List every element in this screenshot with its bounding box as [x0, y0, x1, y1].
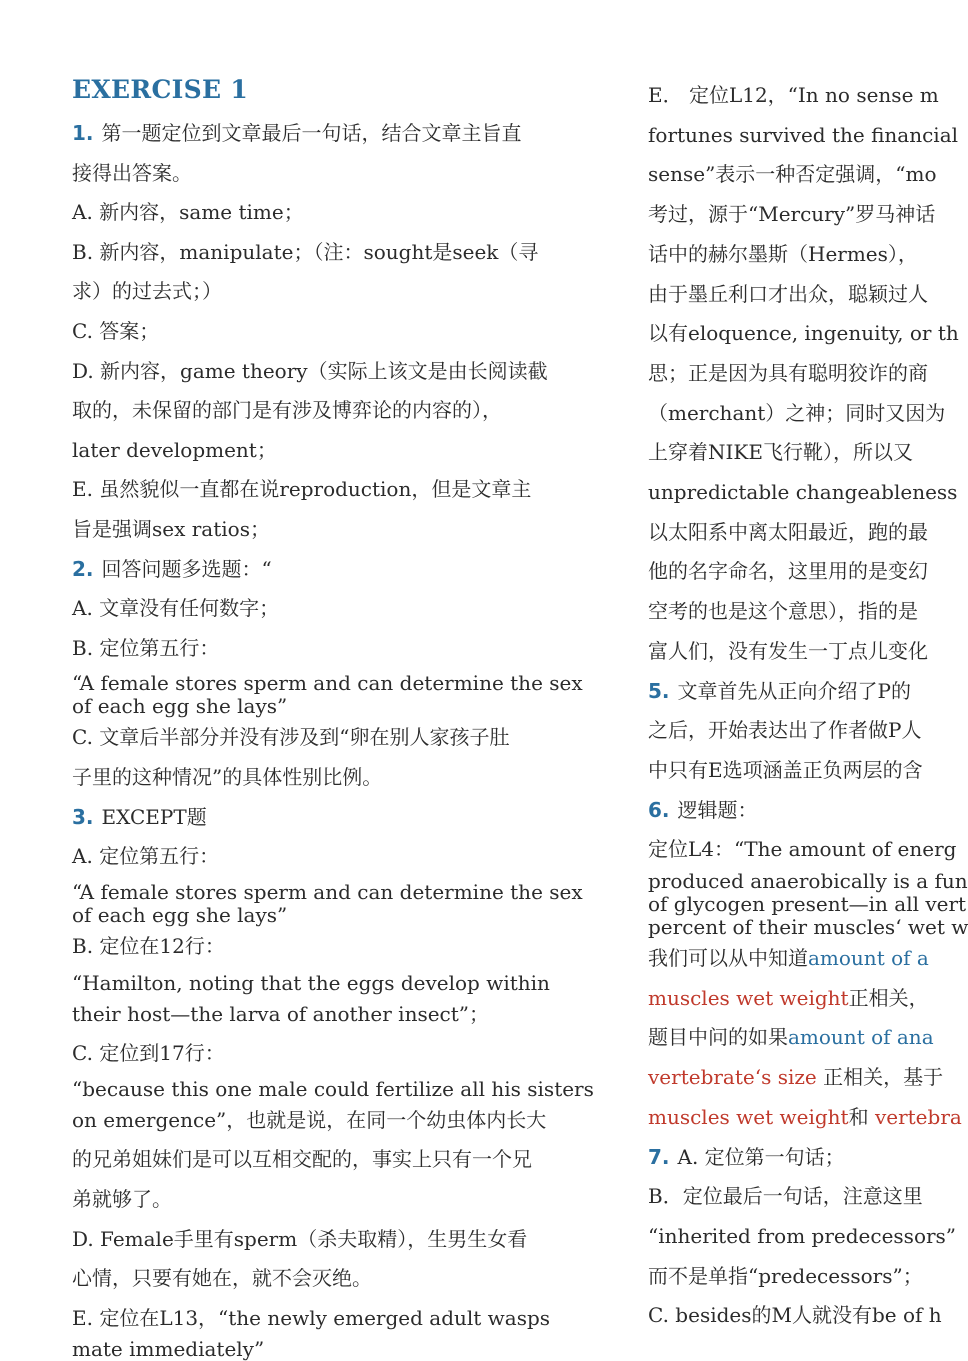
text-line: B. 定位在12行：	[72, 933, 225, 958]
quote-line: “Hamilton, noting that the eggs develop within	[72, 970, 550, 995]
text-line: 富人们，没有发生一丁点儿变化	[648, 638, 928, 663]
highlight-text: muscles wet weight	[648, 985, 849, 1010]
quote-line: “A female stores sperm and can determine the sex	[72, 671, 583, 696]
question-number: 6.	[648, 797, 670, 822]
left-column	[72, 70, 592, 1361]
text-line: E. 虽然貌似一直都在说reproduction，但是文章主	[72, 477, 532, 502]
highlight-text: muscles wet weight	[648, 1104, 849, 1129]
text-line: 我们可以从中知道amount of a	[648, 946, 929, 971]
text-line: 6. 逻辑题：	[648, 797, 758, 822]
text-line: 定位L4：“The amount of energ	[648, 837, 957, 862]
text-line: sense”表示一种否定强调，“mo	[648, 162, 937, 187]
text-line: unpredictable changeableness	[648, 480, 958, 505]
highlight-text: amount of a	[808, 946, 929, 971]
text-line: E. 定位在L13，“the newly emerged adult wasps	[72, 1305, 551, 1330]
text-line: 题目中问的如果amount of ana	[648, 1025, 934, 1050]
quote-line: “because this one male could fertilize all his sisters	[72, 1076, 594, 1101]
text-line: 接得出答案。	[72, 160, 192, 185]
text-line: 心情，只要有她在，就不会灭绝。	[72, 1266, 372, 1291]
text-line: 3. EXCEPT题	[72, 804, 207, 829]
text-line: 以有eloquence, ingenuity, or th	[648, 321, 959, 346]
text-line: 取的，未保留的部门是有涉及博弈论的内容的），	[72, 398, 502, 423]
text-line: 由于墨丘利口才出众，聪颖过人	[648, 281, 928, 306]
quote-line: mate immediately”	[72, 1337, 265, 1361]
text-line: 他的名字命名，这里用的是变幻	[648, 559, 928, 584]
quote-line: percent of their muscles‘ wet w	[648, 915, 968, 940]
text-line: on emergence”，也就是说，在同一个幼虫体内长大	[72, 1107, 547, 1132]
quote-line: of glycogen present—in all vert	[648, 892, 967, 917]
text-line: 7. A. 定位第一句话；	[648, 1144, 845, 1169]
text-line: muscles wet weight正相关，	[648, 985, 929, 1010]
question-number: 7.	[648, 1144, 670, 1169]
text-line: 5. 文章首先从正向介绍了P的	[648, 678, 911, 703]
text-line: “inherited from predecessors”	[648, 1223, 957, 1248]
text-line: B. 定位第五行：	[72, 635, 220, 660]
text-line: 上穿着NIKE飞行靴），所以又	[648, 440, 913, 465]
text-line: C. 文章后半部分并没有涉及到“卵在别人家孩子肚	[72, 725, 510, 750]
text-line: A. 文章没有任何数字；	[72, 596, 280, 621]
text-line: later development；	[72, 437, 277, 462]
quote-line: produced anaerobically is a fun	[648, 869, 968, 894]
text-line: 2. 回答问题多选题：“	[72, 556, 272, 581]
right-column	[648, 76, 968, 1336]
text-line: 中只有E选项涵盖正负两层的含	[648, 757, 923, 782]
text-line: 旨是强调sex ratios；	[72, 516, 270, 541]
text-line: 思；正是因为具有聪明狡诈的商	[648, 360, 928, 385]
quote-line: of each egg she lays”	[72, 902, 288, 927]
text-line: 的兄弟姐妹们是可以互相交配的，事实上只有一个兄	[72, 1147, 532, 1172]
text-line: 子里的这种情况”的具体性别比例。	[72, 764, 383, 789]
text-line: D. Female手里有sperm（杀夫取精），生男生女看	[72, 1226, 528, 1251]
text-line: E． 定位L12，“In no sense m	[648, 83, 939, 107]
text-line: vertebrate‘s size 正相关，基于	[648, 1065, 944, 1090]
text-line: D. 新内容，game theory（实际上该文是由长阅读截	[72, 358, 548, 383]
quote-line: of each egg she lays”	[72, 694, 288, 719]
text-line: C. 答案；	[72, 318, 160, 343]
question-number: 1.	[72, 121, 94, 145]
text-line: muscles wet weight和 vertebra	[648, 1104, 962, 1129]
text-line: 1. 第一题定位到文章最后一句话，结合文章主旨直	[72, 121, 522, 145]
question-number: 2.	[72, 556, 94, 581]
text-line: B．定位最后一句话，注意这里	[648, 1184, 923, 1209]
text-line: 求）的过去式；）	[72, 279, 222, 304]
text-line: 空考的也是这个意思），指的是	[648, 599, 918, 624]
text-line: 考过，源于“Mercury”罗马神话	[648, 202, 936, 227]
exercise-heading: EXERCISE 1	[72, 75, 249, 104]
text-line: 而不是单指“predecessors”；	[648, 1263, 923, 1288]
text-line: C. besides的M人就没有be of h	[648, 1303, 942, 1328]
text-line: （merchant）之神；同时又因为	[648, 400, 946, 425]
quote-line: their host—the larva of another insect”；	[72, 1002, 490, 1027]
text-line: A. 新内容，same time；	[72, 200, 304, 225]
question-number: 3.	[72, 804, 94, 829]
highlight-text: amount of ana	[788, 1025, 934, 1050]
text-line: 弟就够了。	[72, 1187, 172, 1212]
highlight-text: vertebrate‘s size	[648, 1065, 817, 1090]
quote-line: “A female stores sperm and can determine the sex	[72, 879, 583, 904]
text-line: 话中的赫尔墨斯（Hermes），	[648, 241, 918, 266]
text-line: 以太阳系中离太阳最近，跑的最	[648, 519, 928, 544]
text-line: fortunes survived the financial	[648, 122, 959, 147]
question-number: 5.	[648, 678, 670, 703]
highlight-text: vertebra	[874, 1104, 962, 1129]
text-line: C. 定位到17行：	[72, 1041, 225, 1066]
text-line: B. 新内容，manipulate；（注：sought是seek（寻	[72, 239, 539, 264]
text-line: A. 定位第五行：	[72, 844, 220, 869]
text-line: 之后，开始表达出了作者做P人	[648, 718, 922, 743]
